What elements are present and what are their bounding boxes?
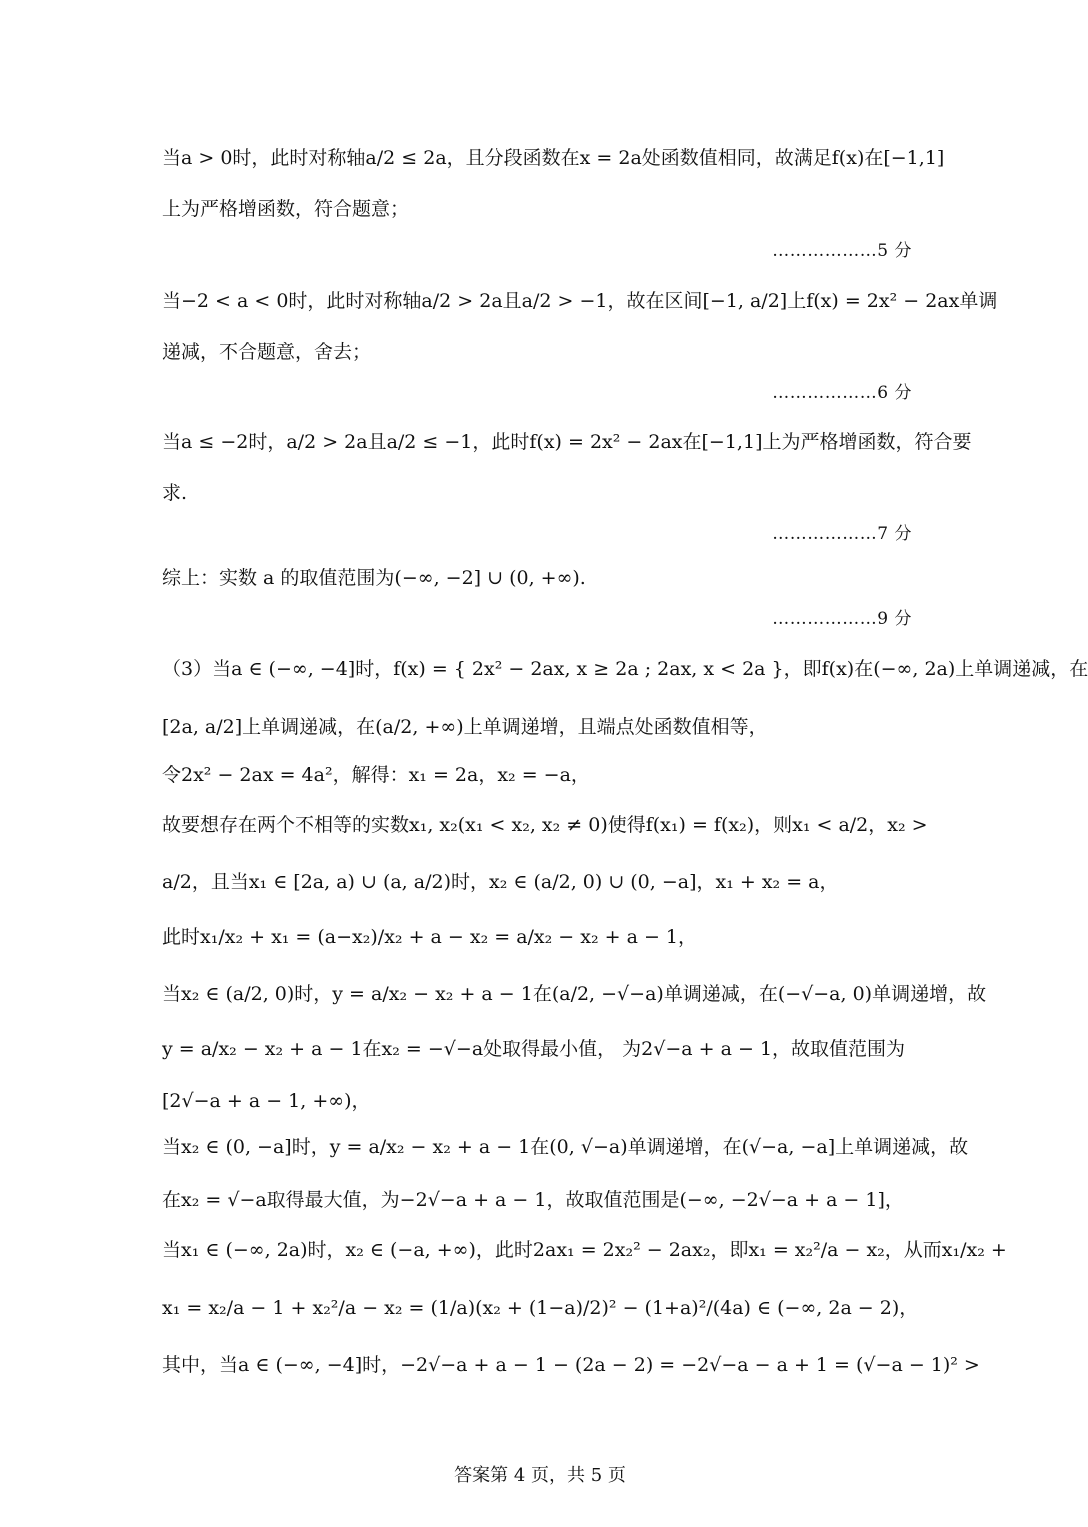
text-line: 上为严格增函数，符合题意；	[162, 198, 410, 220]
text-line: 求.	[162, 482, 188, 504]
text-line: y = a/x₂ − x₂ + a − 1在x₂ = −√−a处取得最小值， 为2√−a + a − 1，故取值范围为	[162, 1038, 906, 1060]
conclusion-line: 综上：实数 a 的取值范围为(−∞, −2] ∪ (0, +∞).	[162, 567, 586, 589]
text-line: 当x₂ ∈ (0, −a]时，y = a/x₂ − x₂ + a − 1在(0, √−a)单调递增，在(√−a, −a]上单调递减，故	[162, 1136, 969, 1158]
text-line: （3）当a ∈ (−∞, −4]时，f(x) = { 2x² − 2ax, x ≥ 2a ; 2ax, x < 2a }，即f(x)在(−∞, 2a)上单调递减，在	[162, 658, 1088, 680]
text-line: [2a, a/2]上单调递减，在(a/2, +∞)上单调递增，且端点处函数值相等，	[162, 716, 768, 738]
text-line: 在x₂ = √−a取得最大值，为−2√−a + a − 1，故取值范围是(−∞, −2√−a + a − 1]，	[162, 1189, 904, 1211]
text-line: 当a ≤ −2时，a/2 > 2a且a/2 ≤ −1，此时f(x) = 2x² − 2ax在[−1,1]上为严格增函数，符合要	[162, 431, 972, 453]
text-line: 当−2 < a < 0时，此时对称轴a/2 > 2a且a/2 > −1，故在区间[−1, a/2]上f(x) = 2x² − 2ax单调	[162, 290, 998, 312]
text-line: 令2x² − 2ax = 4a²，解得：x₁ = 2a，x₂ = −a，	[162, 764, 590, 786]
text-line: 此时x₁/x₂ + x₁ = (a−x₂)/x₂ + a − x₂ = a/x₂ − x₂ + a − 1，	[162, 926, 697, 948]
score-marker: ………………5 分	[772, 241, 912, 261]
page-footer: 答案第 4 页，共 5 页	[454, 1465, 626, 1486]
text-line: 递减，不合题意，舍去；	[162, 341, 372, 363]
text-line: a/2，且当x₁ ∈ [2a, a) ∪ (a, a/2)时，x₂ ∈ (a/2, 0) ∪ (0, −a]，x₁ + x₂ = a，	[162, 871, 839, 893]
text-line: 当a > 0时，此时对称轴a/2 ≤ 2a，且分段函数在x = 2a处函数值相同，故满足f(x)在[−1,1]	[162, 147, 945, 169]
text-line: x₁ = x₂/a − 1 + x₂²/a − x₂ = (1/a)(x₂ + (1−a)/2)² − (1+a)²/(4a) ∈ (−∞, 2a − 2)，	[162, 1297, 919, 1319]
text-line: 其中，当a ∈ (−∞, −4]时，−2√−a + a − 1 − (2a − 2) = −2√−a − a + 1 = (√−a − 1)² >	[162, 1354, 980, 1376]
score-marker: ………………9 分	[772, 609, 912, 629]
score-marker: ………………7 分	[772, 524, 912, 544]
text-line: 故要想存在两个不相等的实数x₁, x₂(x₁ < x₂, x₂ ≠ 0)使得f(x₁) = f(x₂)，则x₁ < a/2，x₂ >	[162, 814, 928, 836]
score-marker: ………………6 分	[772, 383, 912, 403]
text-line: [2√−a + a − 1, +∞)，	[162, 1090, 371, 1112]
text-line: 当x₁ ∈ (−∞, 2a)时，x₂ ∈ (−a, +∞)，此时2ax₁ = 2x₂² − 2ax₂，即x₁ = x₂²/a − x₂，从而x₁/x₂ +	[162, 1239, 1007, 1261]
text-line: 当x₂ ∈ (a/2, 0)时，y = a/x₂ − x₂ + a − 1在(a/2, −√−a)单调递减，在(−√−a, 0)单调递增，故	[162, 983, 987, 1005]
